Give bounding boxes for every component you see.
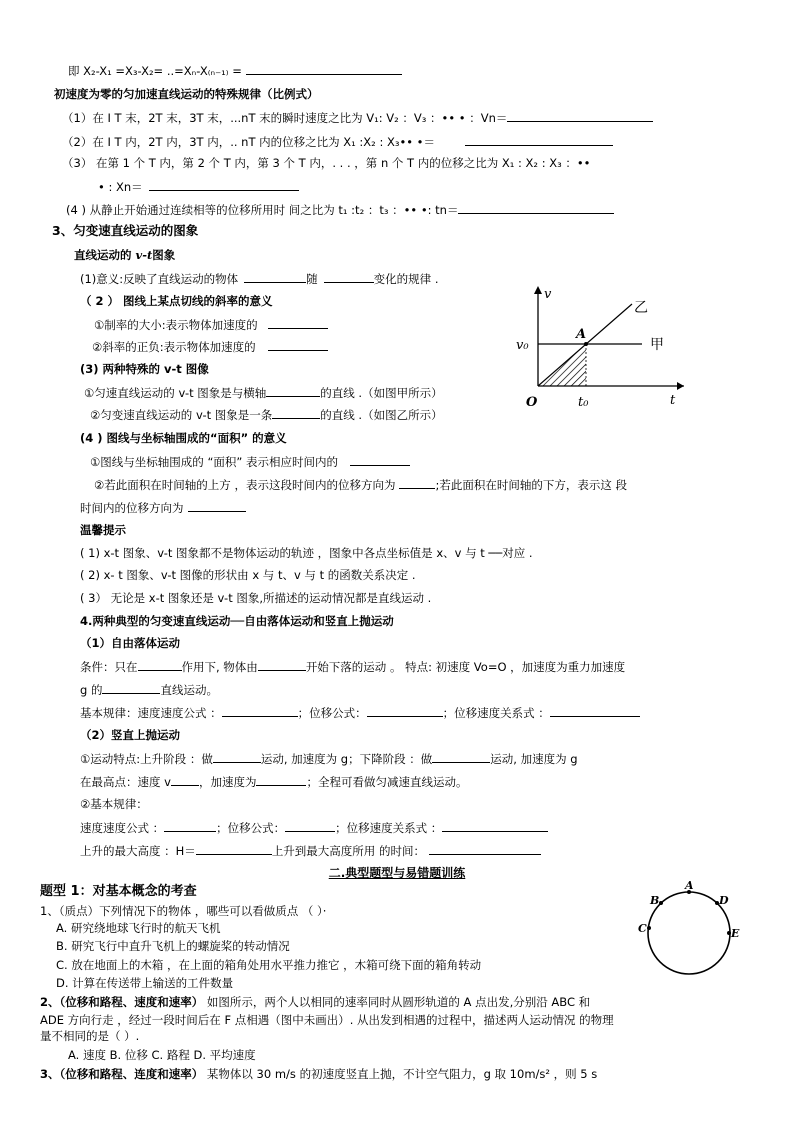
text: 某物体以 30 m/s 的初速度竖直上抛，不计空气阻力，g 取 10m/s² ，则 5 s [203,1067,598,1081]
option-a: A. 研究绕地球飞行时的航天飞机 [56,921,221,935]
answer-blank[interactable] [244,270,306,283]
text: 基本规律：速度速度公式 ： [80,706,222,720]
point-a-label: A [576,327,587,342]
text: ①运动特点:上升阶段 ：做 [80,752,213,766]
text: ②斜率的正负:表示物体加速度的 [92,340,256,354]
text: 随 [306,272,318,286]
answer-blank[interactable] [258,658,306,671]
tip-1: ( 1) x-t 图象、v-t 图象都不是物体运动的轨迹 ，图象中各点坐标值是 x、v 与 t ──对应 . [80,546,533,560]
text: 上升的最大高度 ：H＝ [80,844,196,858]
vertical-throw-features [80,750,578,767]
area-sign [94,476,627,493]
text: 时间内的位移方向为 [80,501,184,515]
answer-blank[interactable] [550,704,640,717]
text: 条件：只在 [80,660,138,674]
answer-blank[interactable] [272,406,320,419]
vt-graph [512,282,690,414]
question-2 [40,994,590,1010]
point-a-marker [584,342,588,346]
text: ；位移速度关系式 ： [442,706,550,720]
special-heading: (3) 两种特殊的 v-t 图像 [80,362,209,376]
answer-blank[interactable] [266,384,320,397]
meaning-line [80,270,438,287]
text: 运动, 加速度为 g；下降阶段 ：做 [260,752,433,766]
highest-point [80,773,467,790]
text: 速度速度公式 ： [80,821,165,835]
text: 的直线 .（如图甲所示） [320,386,443,400]
answer-blank[interactable] [268,316,328,329]
answer-blank[interactable] [432,750,490,763]
slope-sign [92,338,328,355]
text: 运动, 加速度为 g [490,752,578,766]
text: ，加速度为 [198,775,257,789]
text: 上升到最大高度所用 的时间： [271,844,425,858]
text: 即 X₂-X₁ =X₃-X₂= ..=Xₙ-X₍ₙ₋₁₎ = [68,64,242,78]
slope-magnitude [94,316,328,333]
answer-blank[interactable] [442,819,548,832]
free-fall-cont [80,681,218,698]
tip-3: ( 3） 无论是 x-t 图象还是 v-t 图象,所描述的运动情况都是直线运动 . [80,591,432,605]
text: 变化的规律 . [373,272,439,286]
answer-blank[interactable] [399,476,435,489]
rule-3: （3） 在第 1 个 T 内，第 2 个 T 内，第 3 个 T 内，. . . ，第 n 个 T 内的位移之比为 X₁ : X₂ : X₃ ：•• [62,156,591,170]
text: 图象 [152,248,176,262]
label-c: C [638,922,647,935]
v-axis-arrow [534,286,542,294]
vertical-throw-heading: （2）竖直上抛运动 [80,728,181,742]
part-2-title: 二.典型题型与易错题训练 [328,866,466,880]
option-b: B. 研究飞行中直升飞机上的螺旋桨的转动情况 [56,939,290,953]
label-d: D [719,894,729,907]
answer-blank[interactable] [507,109,653,122]
answer-blank[interactable] [256,773,306,786]
option-c: C. 放在地面上的木箱 ，在上面的箱角处用水平推力推它 ，木箱可绕下面的箱角转动 [56,958,482,972]
text: ①匀速直线运动的 v-t 图象是与横轴 [84,386,267,400]
t0-label: t₀ [578,395,589,410]
area-sign-cont [80,499,246,516]
text: g 的 [80,683,103,697]
origin-label: O [526,395,538,410]
text: ②若此面积在时间轴的上方 ，表示这段时间内的位移方向为 [94,478,396,492]
tips-heading: 温馨提示 [80,523,126,537]
t-axis-arrow [677,382,684,390]
answer-blank[interactable] [465,133,613,146]
text: ；位移公式： [216,821,286,835]
answer-blank[interactable] [222,704,298,717]
v-axis-label: v [544,287,552,302]
answer-blank[interactable] [350,453,410,466]
section-heading: 初速度为零的匀加速直线运动的特殊规律（比例式） [54,87,319,101]
section-3-heading: 3、匀变速直线运动的图象 [52,223,199,238]
vt-symbol: v-t [135,248,153,262]
answer-blank[interactable] [171,773,199,786]
answer-blank[interactable] [102,681,160,694]
question-2-tag: 2、（位移和路程、速度和速率） [40,995,204,1009]
rule-2 [62,133,613,150]
question-3-tag: 3、（位移和路程、连度和速率） [40,1067,204,1081]
answer-blank[interactable] [188,499,246,512]
text: 作用下, 物体由 [181,660,258,674]
question-1: 1、（质点）下列情况下的物体 ，哪些可以看做质点 （ ）· [40,904,327,918]
answer-blank[interactable] [246,62,402,75]
text: ；位移公式： [297,706,367,720]
text: ;若此面积在时间轴的下方，表示这 段 [435,478,627,492]
answer-blank[interactable] [196,842,272,855]
answer-blank[interactable] [149,178,299,191]
max-height [80,842,541,859]
area-heading: (4 ) 图线与坐标轴围成的“面积” 的意义 [80,431,287,445]
answer-blank[interactable] [268,338,328,351]
text: （2）在 I T 内，2T 内，3T 内，.. nT 内的位移之比为 X₁ :X₂ : X₃•• •＝ [62,135,435,149]
vertical-throw-laws [80,819,548,836]
rule-1 [62,109,653,126]
point-c [647,926,651,930]
basic-laws-heading: ②基本规律： [80,797,148,811]
t-axis-label: t [670,393,676,408]
option-d: D. 计算在传送带上输送的工件数量 [56,976,234,990]
uniform-motion [84,384,443,401]
line-yi-label: 乙 [634,300,648,316]
answer-blank[interactable] [458,201,614,214]
equal-difference-line [68,62,402,79]
answer-blank[interactable] [429,842,541,855]
text: 直线运动的 [74,248,136,262]
text: (4 ) 从静止开始通过连续相等的位移所用时 间之比为 t₁ :t₂ ：t₃ ：•• •: tn＝ [66,203,459,217]
label-b: B [650,894,660,907]
section-4-heading: 4.两种典型的匀变速直线运动──自由落体运动和竖直上抛运动 [80,614,394,628]
answer-blank[interactable] [213,750,261,763]
text: (1)意义:反映了直线运动的物体 [80,272,239,286]
point-b [659,901,663,905]
question-2-cont: ADE 方向行走 ，经过一段时间后在 F 点相遇（图中未画出）. 从出发到相遇的过程中，描述两人运动情况 的物理 [40,1013,614,1027]
question-2-options: A. 速度 B. 位移 C. 路程 D. 平均速度 [68,1048,256,1062]
topic-1-heading: 题型 1：对基本概念的考查 [40,884,197,899]
rule-4 [66,201,614,218]
text: 如图所示，两个人以相同的速率同时从圆形轨道的 A 点出发,分别沿 ABC 和 [203,995,591,1009]
answer-blank[interactable] [164,819,216,832]
text: ；位移速度关系式 ： [335,821,443,835]
text: 直线运动。 [160,683,218,697]
text: ①图线与坐标轴围成的 “面积” 表示相应时间内的 [90,455,339,469]
rule-3-cont [98,178,299,195]
slope-heading: （ 2 ） 图线上某点切线的斜率的意义 [80,294,273,308]
text: 的直线 .（如图乙所示） [320,408,443,422]
answer-blank[interactable] [367,704,443,717]
question-2-cont2: 量不相同的是（ ）. [40,1029,140,1043]
area-meaning [90,453,410,470]
text: （1）在 I T 末，2T 末，3T 末，...nT 末的瞬时速度之比为 V₁: V₂ ：V₃ ：•• • ：Vn＝ [62,111,508,125]
text: ②匀变速直线运动的 v-t 图象是一条 [90,408,273,422]
free-fall-condition [80,658,625,675]
label-e: E [731,927,740,940]
label-a: A [685,879,694,892]
line-jia-label: 甲 [650,337,664,353]
free-fall-heading: （1）自由落体运动 [80,636,181,650]
text: 开始下落的运动 。 特点: 初速度 Vo=O ，加速度为重力加速度 [305,660,626,674]
text: • : Xn＝ [98,180,143,194]
answer-blank[interactable] [138,658,182,671]
question-3 [40,1066,597,1082]
tip-2: ( 2) x- t 图象、v-t 图像的形状由 x 与 t、v 与 t 的函数关系决定 . [80,568,416,582]
free-fall-laws [80,704,640,721]
text: 在最高点：速度 v [80,775,171,789]
text: ；全程可看做匀减速直线运动。 [306,775,468,789]
circle-track [634,876,742,984]
answer-blank[interactable] [324,270,374,283]
text: ①制率的大小:表示物体加速度的 [94,318,258,332]
vt-heading [74,247,175,263]
v0-label: v₀ [516,338,529,353]
uniform-accel [90,406,443,423]
answer-blank[interactable] [285,819,335,832]
